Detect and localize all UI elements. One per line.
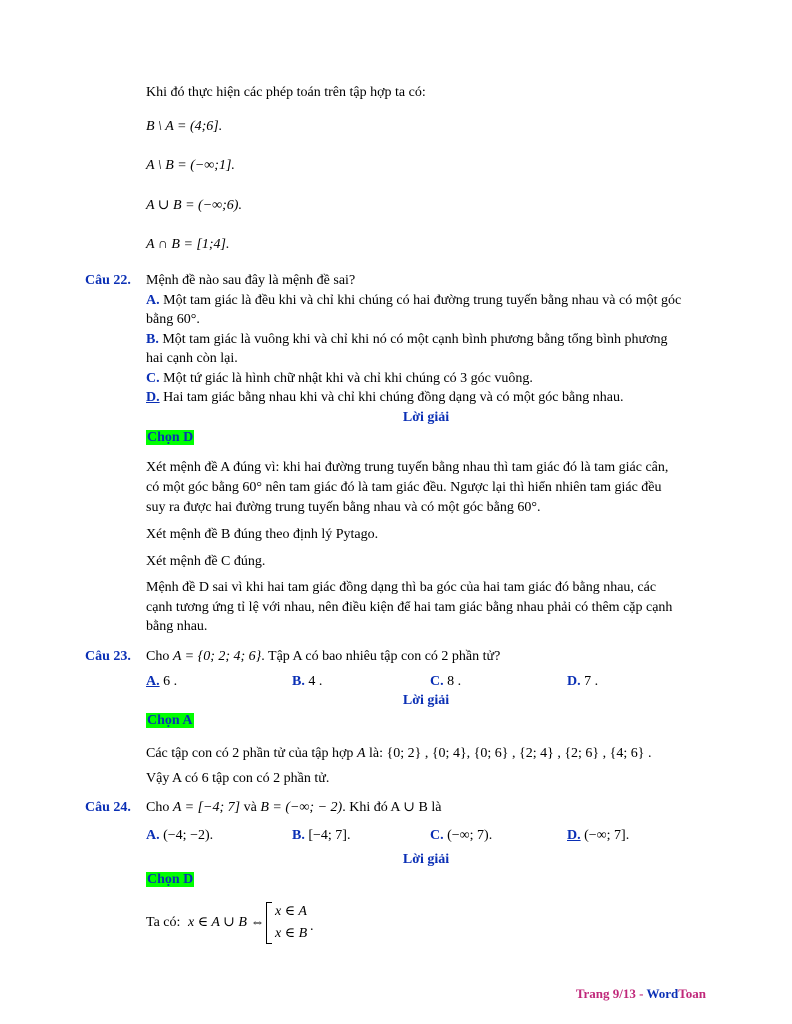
- option-text: 6 .: [163, 674, 178, 689]
- question-23-text: [146, 648, 500, 666]
- option-text: 4 .: [308, 674, 323, 689]
- option-text: Một tam giác là vuông khi và chỉ khi nó có một cạnh bình phương bằng tổng bình phương: [162, 332, 668, 347]
- q-post: . Tập A có bao nhiêu tập con có 2 phần tử?: [261, 649, 501, 664]
- q22-para1-line3: suy ra được hai đường trung tuyến bằng nhau và có một góc bằng 60°.: [146, 500, 541, 515]
- option-key: B.: [292, 674, 305, 689]
- q23-solution-title: Lời giải: [402, 693, 450, 708]
- footer-word: Word: [646, 986, 679, 1001]
- q-math: A = {0; 2; 4; 6}: [172, 649, 262, 664]
- q24-answer-choice: Chọn D: [147, 872, 194, 887]
- option-text: (−4; −2).: [163, 828, 214, 843]
- op-b-minus-a: [146, 118, 222, 136]
- op-expr: A \ B =: [146, 158, 187, 173]
- q22-answer-choice: Chọn D: [147, 430, 194, 445]
- q22-para2: Xét mệnh đề B đúng theo định lý Pytago.: [146, 527, 379, 542]
- q23-option-c: [430, 673, 461, 691]
- option-key: B.: [146, 332, 159, 347]
- q23-option-d: [567, 673, 598, 691]
- q-set-b: B = (−∞; − 2): [260, 800, 343, 815]
- question-22-text: Mệnh đề nào sau đây là mệnh đề sai?: [146, 273, 356, 288]
- footer-toan: Toan: [678, 986, 706, 1001]
- option-key: A.: [146, 293, 160, 308]
- op-expr: A ∩ B =: [146, 237, 193, 252]
- option-key: D.: [146, 390, 160, 405]
- q23-option-a: [146, 673, 177, 691]
- q23-answer-choice: Chọn A: [147, 713, 193, 728]
- q-pre: Cho: [146, 649, 170, 664]
- q22-option-d: [146, 389, 623, 407]
- option-text: 7 .: [584, 674, 599, 689]
- option-text: Một tứ giác là hình chữ nhật khi và chỉ khi chúng có 3 góc vuông.: [163, 371, 533, 386]
- q22-para4-line3: bằng nhau.: [146, 619, 208, 634]
- option-key: C.: [430, 828, 444, 843]
- q-pre: Cho: [146, 800, 170, 815]
- op-val: (−∞;1].: [190, 158, 235, 173]
- question-24-text: [146, 799, 441, 817]
- q22-para1-line1: Xét mệnh đề A đúng vì: khi hai đường trung tuyến bằng nhau thì tam giác đó là tam giác cân,: [146, 460, 669, 475]
- op-expr: A ∪ B =: [146, 198, 195, 213]
- option-text: (−∞; 7).: [447, 828, 493, 843]
- q22-para3: Xét mệnh đề C đúng.: [146, 554, 266, 569]
- q22-option-a: [146, 292, 681, 310]
- q23-solution-line2: Vậy A có 6 tập con có 2 phần tử.: [146, 771, 330, 786]
- q22-option-c: [146, 370, 533, 388]
- option-key: A.: [146, 828, 160, 843]
- subsets-list: {0; 2} , {0; 4}, {0; 6} , {2; 4} , {2; 6} , {4; 6} .: [386, 746, 652, 761]
- option-text: (−∞; 7].: [584, 828, 630, 843]
- question-24-label: Câu 24.: [85, 800, 131, 815]
- q22-option-a-line2: bằng 60°.: [146, 312, 200, 327]
- option-text: Một tam giác là đều khi và chỉ khi chúng có hai đường trung tuyến bằng nhau và có một góc: [163, 293, 682, 308]
- question-23-label: Câu 23.: [85, 649, 131, 664]
- page-footer: [576, 986, 706, 1002]
- q22-para1-line2: có một góc bằng 60° nên tam giác đó là tam giác đều. Ngược lại thì hiển nhiên tam giác đều: [146, 480, 662, 495]
- q24-option-c: [430, 827, 492, 845]
- option-key: D.: [567, 828, 581, 843]
- op-union: [146, 197, 242, 215]
- option-key: C.: [430, 674, 444, 689]
- q22-para4-line2: cạnh tương ứng tỉ lệ với nhau, nên điều kiện để hai tam giác bằng nhau phải có thêm cặp cạnh: [146, 600, 673, 615]
- q-set-a: A = [−4; 7]: [172, 800, 241, 815]
- q24-system-line1: x ∈ A: [275, 904, 307, 919]
- q-and: và: [243, 800, 257, 815]
- q24-solution-title: Lời giải: [402, 852, 450, 867]
- op-val: (4;6].: [189, 119, 223, 134]
- option-key: C.: [146, 371, 160, 386]
- option-text: 8 .: [447, 674, 462, 689]
- q24-option-a: [146, 827, 213, 845]
- intro-text: Khi đó thực hiện các phép toán trên tập hợp ta có:: [146, 85, 426, 100]
- system-bracket: [266, 902, 272, 944]
- q22-option-b-line2: hai cạnh còn lại.: [146, 351, 238, 366]
- q24-system-end: .: [310, 919, 314, 934]
- footer-page: Trang 9/13 -: [575, 986, 647, 1001]
- q24-equivalence-lhs: x ∈ A ∪ B ⇔: [188, 915, 265, 930]
- q22-para4-line1: Mệnh đề D sai vì khi hai tam giác đồng dạng thì ba góc của hai tam giác đó bằng nhau, các: [146, 580, 657, 595]
- q24-ta-co: Ta có:: [146, 915, 181, 930]
- q23-option-b: [292, 673, 322, 691]
- q24-option-d: [567, 827, 629, 845]
- line-mid: là:: [369, 746, 383, 761]
- option-key: D.: [567, 674, 581, 689]
- q23-solution-line1: [146, 745, 651, 763]
- question-22-label: Câu 22.: [85, 273, 131, 288]
- option-key: B.: [292, 828, 305, 843]
- op-val: (−∞;6).: [198, 198, 242, 213]
- q22-solution-title: Lời giải: [402, 410, 450, 425]
- line-math: A: [356, 746, 366, 761]
- option-key: A.: [146, 674, 160, 689]
- op-a-minus-b: [146, 157, 235, 175]
- option-text: [−4; 7].: [308, 828, 351, 843]
- q24-option-b: [292, 827, 350, 845]
- op-intersection: [146, 236, 229, 254]
- line-pre: Các tập con có 2 phần tử của tập hợp: [146, 746, 354, 761]
- q-post: . Khi đó A ∪ B là: [342, 800, 442, 815]
- op-expr: B \ A =: [146, 119, 187, 134]
- q24-system-line2: x ∈ B: [275, 926, 308, 941]
- q22-option-b: [146, 331, 667, 349]
- option-text: Hai tam giác bằng nhau khi và chỉ khi chúng đồng dạng và có một góc bằng nhau.: [163, 390, 624, 405]
- op-val: [1;4].: [196, 237, 230, 252]
